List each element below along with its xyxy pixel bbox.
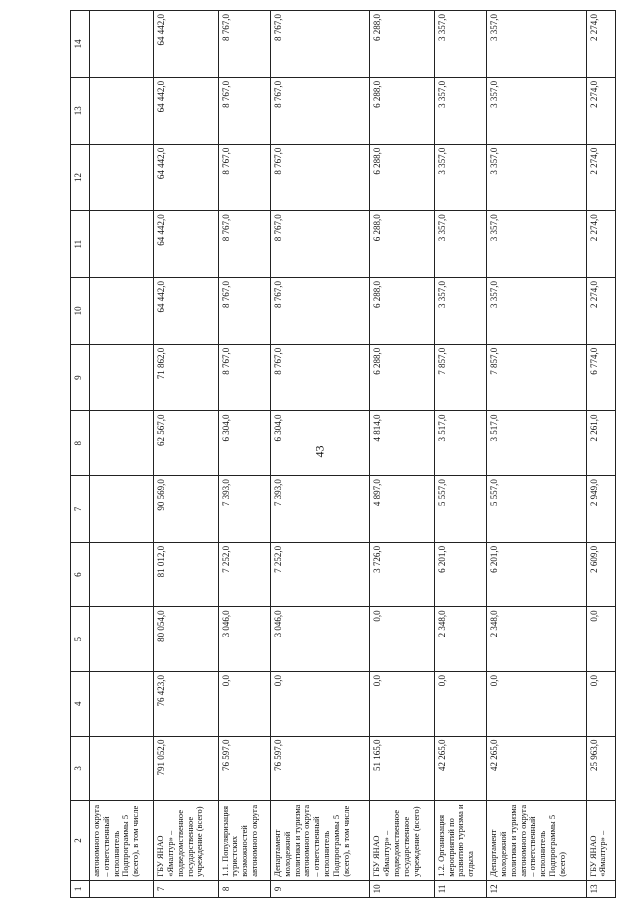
header-row xyxy=(71,11,90,898)
table-container xyxy=(70,10,640,894)
row-name: Департамент молодежной политики и туризма автономного округа – ответственный исполнитель Подпрограммы 5 (всего), в том числе xyxy=(271,801,370,881)
value-cell: 81 012,0 xyxy=(154,542,218,607)
value-cell: 7 857,0 xyxy=(487,344,586,411)
value-cell: 8 767,0 xyxy=(271,144,370,211)
value-cell: 6 304,0 xyxy=(218,411,271,476)
table-row xyxy=(218,11,271,898)
value-cell: 71 862,0 xyxy=(154,344,218,411)
value-cell: 2 261,0 xyxy=(586,411,615,476)
column-header-5: 5 xyxy=(71,607,90,672)
value-cell: 2 274,0 xyxy=(586,278,615,345)
value-cell: 3 357,0 xyxy=(487,211,586,278)
value-cell: 42 265,0 xyxy=(434,736,487,801)
column-header-14: 14 xyxy=(71,11,90,78)
table-row xyxy=(370,11,434,898)
column-header-8: 8 xyxy=(71,411,90,476)
column-header-4: 4 xyxy=(71,671,90,736)
column-header-2: 2 xyxy=(71,801,90,881)
value-cell: 6 288,0 xyxy=(370,11,434,78)
table-row xyxy=(487,11,586,898)
row-number: 9 xyxy=(271,880,370,897)
row-name: ГБУ ЯНАО «Ямалтур» – xyxy=(586,801,615,881)
value-cell: 3 357,0 xyxy=(487,77,586,144)
value-cell xyxy=(90,11,154,78)
value-cell: 6 288,0 xyxy=(370,144,434,211)
value-cell: 7 393,0 xyxy=(271,476,370,543)
value-cell: 80 054,0 xyxy=(154,607,218,672)
value-cell: 64 442,0 xyxy=(154,11,218,78)
value-cell: 6 201,0 xyxy=(487,542,586,607)
column-header-9: 9 xyxy=(71,344,90,411)
column-header-11: 11 xyxy=(71,211,90,278)
value-cell: 8 767,0 xyxy=(218,211,271,278)
value-cell: 8 767,0 xyxy=(271,278,370,345)
value-cell xyxy=(90,344,154,411)
value-cell: 3 357,0 xyxy=(487,11,586,78)
value-cell xyxy=(90,607,154,672)
column-header-1: 1 xyxy=(71,880,90,897)
value-cell: 6 288,0 xyxy=(370,278,434,345)
row-name: Департамент молодежной политики и туризма автономного округа – ответственный исполнитель Подпрограммы 5 (всего) xyxy=(487,801,586,881)
column-header-13: 13 xyxy=(71,77,90,144)
column-header-10: 10 xyxy=(71,278,90,345)
value-cell: 2 949,0 xyxy=(586,476,615,543)
column-header-6: 6 xyxy=(71,542,90,607)
row-name: ГБУ ЯНАО «Ямалтур» – подведомственное государственное учреждение (всего) xyxy=(370,801,434,881)
value-cell: 0,0 xyxy=(487,671,586,736)
value-cell: 4 814,0 xyxy=(370,411,434,476)
value-cell: 5 557,0 xyxy=(487,476,586,543)
value-cell xyxy=(90,144,154,211)
value-cell: 6 288,0 xyxy=(370,344,434,411)
row-name: 1.1. Популяризация туристских возможностей автономного округа xyxy=(218,801,271,881)
value-cell: 64 442,0 xyxy=(154,278,218,345)
value-cell: 8 767,0 xyxy=(271,11,370,78)
value-cell: 2 348,0 xyxy=(434,607,487,672)
value-cell: 0,0 xyxy=(218,671,271,736)
value-cell: 3 357,0 xyxy=(487,278,586,345)
value-cell: 0,0 xyxy=(434,671,487,736)
row-name: 1.2. Организация мероприятий по развитию туризма и отдыха xyxy=(434,801,487,881)
value-cell: 2 274,0 xyxy=(586,77,615,144)
value-cell xyxy=(90,476,154,543)
value-cell: 8 767,0 xyxy=(271,77,370,144)
value-cell: 8 767,0 xyxy=(218,278,271,345)
value-cell: 4 897,0 xyxy=(370,476,434,543)
value-cell: 3 726,0 xyxy=(370,542,434,607)
table-row xyxy=(586,11,615,898)
value-cell: 3 357,0 xyxy=(487,144,586,211)
table-row xyxy=(434,11,487,898)
value-cell: 76 597,0 xyxy=(218,736,271,801)
table-row xyxy=(154,11,218,898)
row-number: 11 xyxy=(434,880,487,897)
value-cell: 2 609,0 xyxy=(586,542,615,607)
value-cell: 3 517,0 xyxy=(487,411,586,476)
value-cell: 8 767,0 xyxy=(218,77,271,144)
row-number: 8 xyxy=(218,880,271,897)
value-cell: 7 393,0 xyxy=(218,476,271,543)
value-cell xyxy=(90,77,154,144)
row-number: 13 xyxy=(586,880,615,897)
value-cell: 8 767,0 xyxy=(218,144,271,211)
budget-table xyxy=(70,10,616,898)
value-cell xyxy=(90,736,154,801)
value-cell: 6 288,0 xyxy=(370,77,434,144)
table-row xyxy=(90,11,154,898)
value-cell xyxy=(90,211,154,278)
value-cell xyxy=(90,671,154,736)
value-cell xyxy=(90,278,154,345)
value-cell: 2 274,0 xyxy=(586,211,615,278)
row-name: автономного округа – ответственный исполнитель Подпрограммы 5 (всего), в том числе xyxy=(90,801,154,881)
column-header-3: 3 xyxy=(71,736,90,801)
value-cell: 51 165,0 xyxy=(370,736,434,801)
value-cell: 64 442,0 xyxy=(154,77,218,144)
value-cell: 8 767,0 xyxy=(271,344,370,411)
row-name: ГБУ ЯНАО «Ямалтур» – подведомственное государственное учреждение (всего) xyxy=(154,801,218,881)
value-cell: 3 357,0 xyxy=(434,211,487,278)
column-header-7: 7 xyxy=(71,476,90,543)
value-cell: 6 774,0 xyxy=(586,344,615,411)
value-cell: 25 963,0 xyxy=(586,736,615,801)
row-number: 7 xyxy=(154,880,218,897)
value-cell: 8 767,0 xyxy=(218,11,271,78)
page-number: 43 xyxy=(312,445,327,458)
row-number xyxy=(90,880,154,897)
value-cell: 76 597,0 xyxy=(271,736,370,801)
row-number: 12 xyxy=(487,880,586,897)
table-row xyxy=(271,11,370,898)
value-cell: 0,0 xyxy=(586,671,615,736)
value-cell: 3 517,0 xyxy=(434,411,487,476)
value-cell: 64 442,0 xyxy=(154,144,218,211)
value-cell: 6 201,0 xyxy=(434,542,487,607)
value-cell: 3 357,0 xyxy=(434,11,487,78)
value-cell: 3 046,0 xyxy=(218,607,271,672)
value-cell: 8 767,0 xyxy=(218,344,271,411)
value-cell: 2 274,0 xyxy=(586,144,615,211)
value-cell: 42 265,0 xyxy=(487,736,586,801)
value-cell: 0,0 xyxy=(271,671,370,736)
value-cell: 62 567,0 xyxy=(154,411,218,476)
rotated-table-wrapper xyxy=(70,10,616,898)
value-cell xyxy=(90,411,154,476)
row-number: 10 xyxy=(370,880,434,897)
value-cell: 3 357,0 xyxy=(434,144,487,211)
value-cell: 0,0 xyxy=(370,671,434,736)
value-cell: 0,0 xyxy=(586,607,615,672)
value-cell: 2 274,0 xyxy=(586,11,615,78)
value-cell: 5 557,0 xyxy=(434,476,487,543)
value-cell: 3 357,0 xyxy=(434,77,487,144)
value-cell: 8 767,0 xyxy=(271,211,370,278)
value-cell: 6 304,0 xyxy=(271,411,370,476)
value-cell: 2 348,0 xyxy=(487,607,586,672)
value-cell: 7 857,0 xyxy=(434,344,487,411)
value-cell: 64 442,0 xyxy=(154,211,218,278)
value-cell: 7 252,0 xyxy=(271,542,370,607)
value-cell: 7 252,0 xyxy=(218,542,271,607)
value-cell: 76 423,0 xyxy=(154,671,218,736)
value-cell: 6 288,0 xyxy=(370,211,434,278)
value-cell: 0,0 xyxy=(370,607,434,672)
value-cell: 3 357,0 xyxy=(434,278,487,345)
column-header-12: 12 xyxy=(71,144,90,211)
value-cell: 3 046,0 xyxy=(271,607,370,672)
value-cell: 90 569,0 xyxy=(154,476,218,543)
value-cell: 791 052,0 xyxy=(154,736,218,801)
value-cell xyxy=(90,542,154,607)
